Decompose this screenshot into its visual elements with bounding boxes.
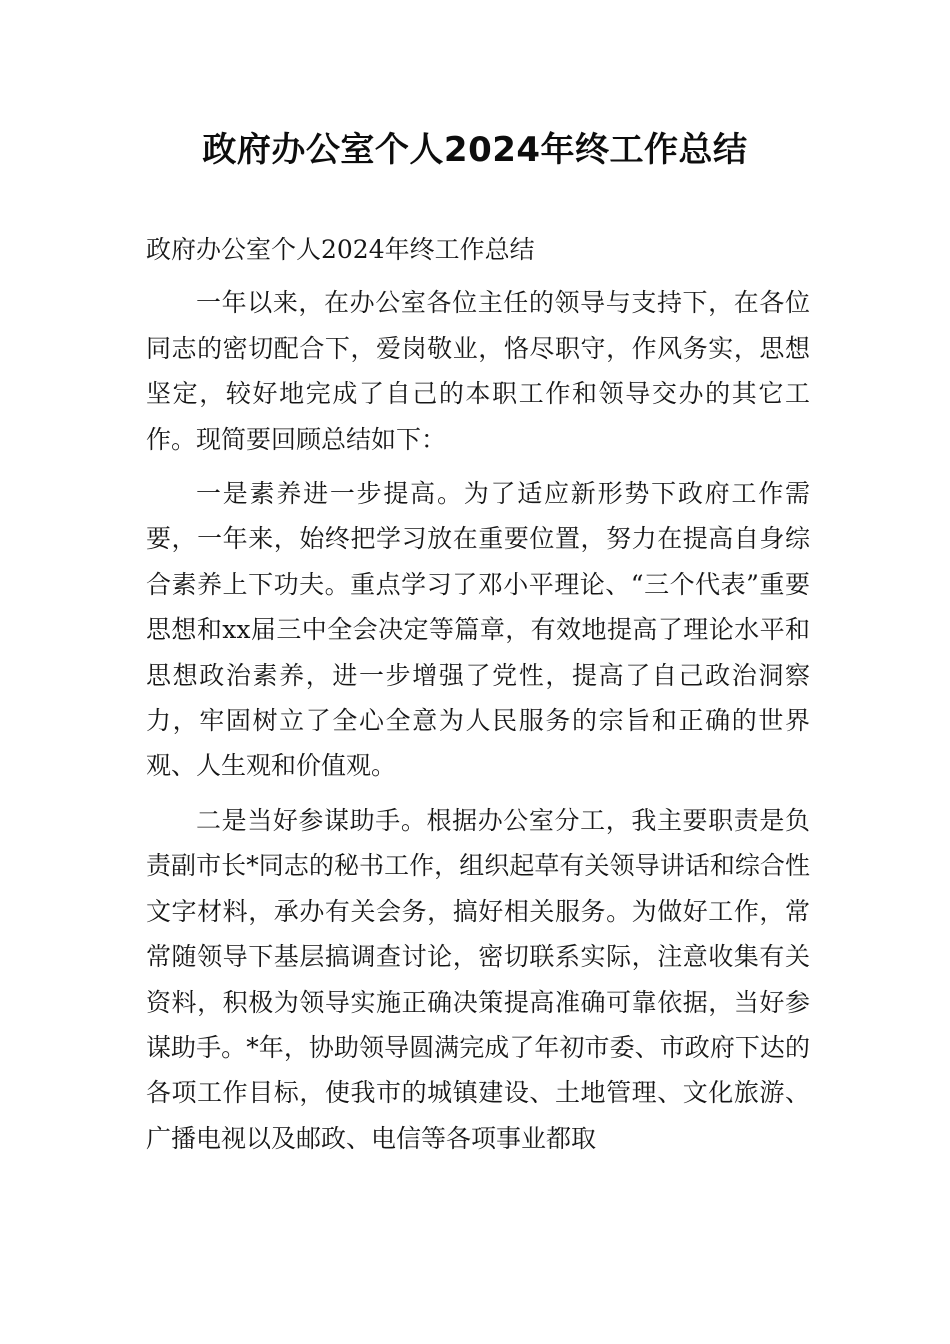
document-title: 政府办公室个人2024年终工作总结 — [202, 130, 748, 170]
paragraph-quality: 一是素养进一步提高。为了适应新形势下政府工作需要，一年来，始终把学习放在重要位置，努力在提高自身综合素养上下功夫。重点学习了邓小平理论、“三个代表”重要思想和xx届三中全会决定等篇章，有效地提高了理论水平和思想政治素养，进一步增强了党性，提高了自己政治洞察力，牢固树立了全心全意为人民服务的宗旨和正确的世界观、人生观和价值观。 — [146, 479, 810, 781]
paragraph-assistant: 二是当好参谋助手。根据办公室分工，我主要职责是负责副市长*同志的秘书工作，组织起草有关领导讲话和综合性文字材料，承办有关会务，搞好相关服务。为做好工作，常常随领导下基层搞调查讨论，密切联系实际，注意收集有关资料，积极为领导实施正确决策提高准确可靠依据，当好参谋助手。*年，协助领导圆满完成了年初市委、市政府下达的各项工作目标，使我市的城镇建设、土地管理、文化旅游、广播电视以及邮政、电信等各项事业都取 — [146, 805, 810, 1153]
document-body — [146, 227, 810, 1170]
paragraph-intro: 一年以来，在办公室各位主任的领导与支持下，在各位同志的密切配合下，爱岗敬业，恪尽职守，作风务实，思想坚定，较好地完成了自己的本职工作和领导交办的其它工作。现简要回顾总结如下： — [146, 288, 810, 454]
document-subtitle: 政府办公室个人2024年终工作总结 — [146, 235, 535, 264]
